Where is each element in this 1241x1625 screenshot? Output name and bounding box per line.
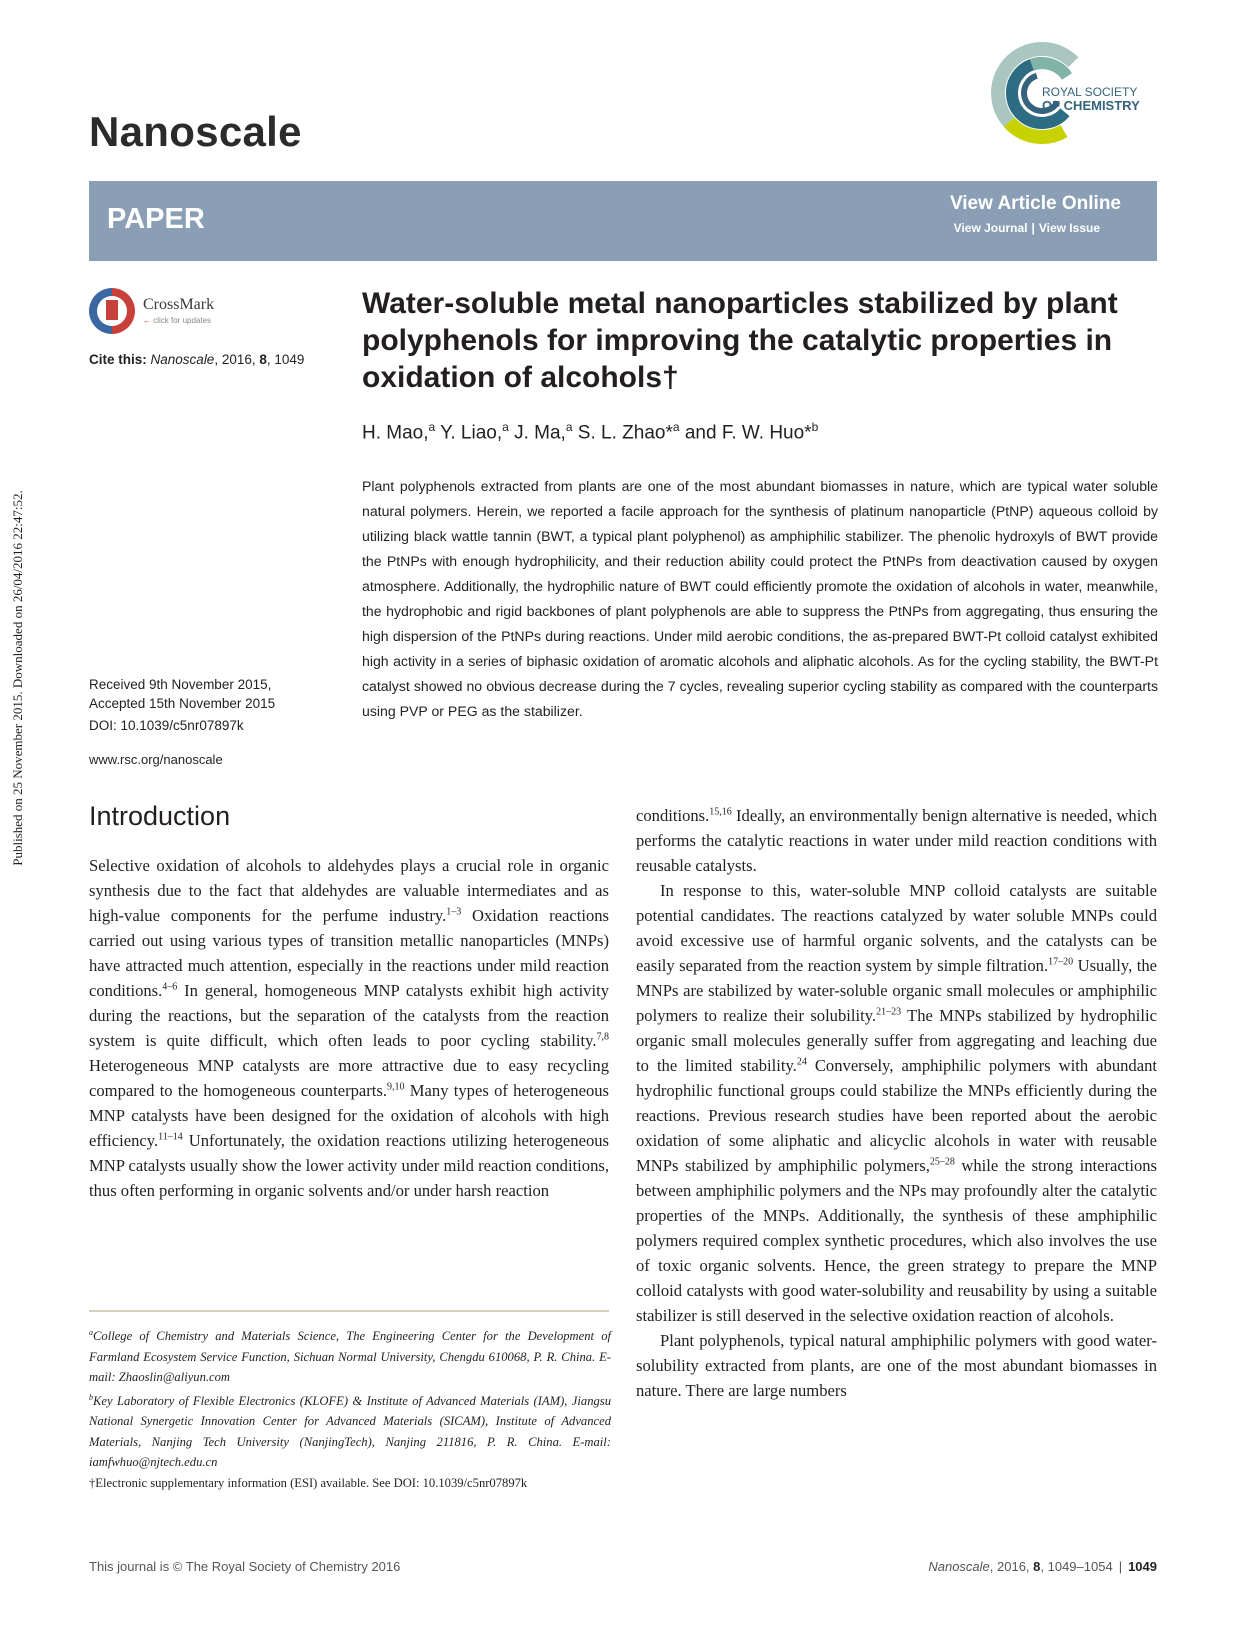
body-text: Many types of heterogeneous MNP catalysts have been designed for the oxidation of alcohols with high efficiency.	[89, 1081, 609, 1150]
crossmark-sub-text: click for updates	[153, 316, 212, 325]
page-number: 1049	[1128, 1559, 1157, 1574]
view-journal-link[interactable]: View Journal	[953, 221, 1028, 235]
affiliation-mark: a	[89, 1328, 93, 1337]
body-text: The MNPs stabilized by hydrophilic organic small molecules generally suffer from aggregating and leaching due to the limited stability.	[636, 1006, 1157, 1075]
cite-volume: 8	[259, 352, 267, 367]
article-title: Water-soluble metal nanoparticles stabilized by plant polyphenols for improving the catalytic properties in oxidation of alcohols†	[362, 287, 1118, 394]
footer-citation	[928, 1559, 1157, 1574]
body-text: Plant polyphenols, typical natural amphiphilic polymers with good water-solubility extracted from plants, are one of the most abundant biomasses in nature. There are large numbers	[636, 1331, 1157, 1400]
section-heading: Introduction	[89, 801, 231, 831]
reference-citation[interactable]: 17–20	[1048, 956, 1074, 968]
citation	[89, 352, 304, 367]
author-list	[362, 420, 818, 444]
body-text: In response to this, water-soluble MNP colloid catalysts are suitable potential candidates. The reactions catalyzed by water soluble MNPs could avoid excessive use of harmful organic solvents, and the catalysts can be easily separated from the reaction system by simple filtration.	[636, 881, 1157, 975]
download-note: Published on 25 November 2015. Downloaded on 26/04/2016 22:47:52.	[10, 490, 25, 866]
body-text: Usually, the MNPs are stabilized by water-soluble organic small molecules or amphiphilic polymers to realize their solubility.	[636, 956, 1158, 1025]
accepted-date: Accepted 15th November 2015	[89, 696, 276, 711]
crossmark-badge[interactable]	[89, 288, 259, 340]
rsc-line1: ROYAL SOCIETY	[1042, 85, 1138, 99]
body-column-left	[89, 853, 609, 1203]
footer-volume: 8	[1033, 1559, 1041, 1574]
cite-page: , 1049	[266, 352, 305, 367]
author-affiliation-mark: a	[502, 420, 509, 434]
cite-year: , 2016,	[214, 352, 260, 367]
footnotes	[89, 1323, 611, 1493]
body-text: Heterogeneous MNP catalysts are more attractive due to easy recycling compared to the homogeneous counterparts.	[89, 1056, 609, 1100]
affiliation-a-text: College of Chemistry and Materials Science, The Engineering Center for the Development of Farmland Ecosystem Service Function, Sichuan Normal University, Chengdu 610068, P. R. China. E-mail: Zhaoslin@aliyun.com	[89, 1329, 611, 1385]
banner-links	[954, 221, 1100, 235]
article-banner	[89, 181, 1157, 261]
footer-year: , 2016,	[989, 1559, 1034, 1574]
rsc-logo-text	[1042, 86, 1140, 112]
reference-citation[interactable]: 4–6	[162, 981, 178, 993]
body-text: Unfortunately, the oxidation reactions utilizing heterogeneous MNP catalysts usually show the lower activity under mild reaction conditions, thus often performing in organic solvents and/or under harsh reaction	[89, 1131, 609, 1200]
author-affiliation-mark: b	[811, 420, 819, 434]
reference-citation[interactable]: 24	[796, 1056, 807, 1068]
received-date: Received 9th November 2015,	[89, 677, 272, 692]
arrow-left-icon: ←	[143, 316, 151, 325]
body-text: Ideally, an environmentally benign alternative is needed, which performs the catalytic reactions in water under mild reaction conditions with reusable catalysts.	[636, 806, 1157, 875]
journal-title: Nanoscale	[89, 108, 302, 155]
reference-citation[interactable]: 11–14	[158, 1131, 183, 1143]
journal-website-link[interactable]: www.rsc.org/nanoscale	[89, 752, 223, 767]
reference-citation[interactable]: 1–3	[446, 906, 462, 918]
paragraph	[89, 853, 609, 1203]
affiliation-a	[89, 1323, 611, 1388]
doi[interactable]: DOI: 10.1039/c5nr07897k	[89, 718, 244, 733]
author-name: S. L. Zhao*	[572, 422, 673, 444]
cite-journal: Nanoscale	[150, 352, 215, 367]
affiliation-mark: b	[89, 1392, 93, 1402]
affiliation-b	[89, 1388, 611, 1473]
body-text: conditions.	[636, 806, 710, 825]
author-name: H. Mao,	[362, 422, 429, 444]
crossmark-bookmark-icon	[106, 300, 118, 320]
footer-journal: Nanoscale	[928, 1559, 990, 1574]
body-column-right	[636, 803, 1157, 1403]
crossmark-sub	[143, 316, 211, 325]
footer-separator: |	[1118, 1559, 1123, 1574]
rsc-line2: OF CHEMISTRY	[1042, 98, 1140, 113]
reference-citation[interactable]: 25–28	[929, 1156, 955, 1168]
reference-citation[interactable]: 9,10	[387, 1081, 405, 1093]
article-type-label: PAPER	[107, 203, 205, 235]
reference-citation[interactable]: 15,16	[709, 806, 732, 818]
paragraph	[636, 803, 1157, 878]
body-text: Oxidation reactions carried out using various types of transition metallic nanoparticles (MNPs) have attracted much attention, especially in the reactions under mild reaction conditions.	[89, 906, 609, 1000]
footer-pages: , 1049–1054	[1040, 1559, 1113, 1574]
author-name: J. Ma,	[508, 422, 566, 444]
author-affiliation-mark: a	[428, 420, 436, 434]
author-affiliation-mark: a	[672, 420, 680, 434]
author-name: Y. Liao,	[435, 422, 503, 444]
cite-label: Cite this:	[89, 352, 147, 367]
footnote-divider	[89, 1310, 609, 1312]
link-separator: |	[1031, 221, 1035, 235]
view-article-online-link[interactable]: View Article Online	[949, 193, 1121, 214]
author-affiliation-mark: a	[565, 420, 573, 434]
paragraph	[636, 1328, 1157, 1403]
author-name: and F. W. Huo*	[679, 422, 812, 444]
affiliation-b-text: Key Laboratory of Flexible Electronics (KLOFE) & Institute of Advanced Materials (IAM), Jiangsu National Synergetic Innovation Center for Advanced Materials (SICAM), Institute of Advanced Materials, Nanjing Tech University (NanjingTech), Nanjing 211816, P. R. China. E-mail: iamfwhuo@njtech.edu.cn	[89, 1393, 611, 1470]
view-issue-link[interactable]: View Issue	[1038, 221, 1100, 235]
footer-copyright: This journal is © The Royal Society of Chemistry 2016	[89, 1559, 401, 1574]
reference-citation[interactable]: 21–23	[876, 1006, 902, 1018]
abstract: Plant polyphenols extracted from plants are one of the most abundant biomasses in nature, which are typical water soluble natural polymers. Herein, we reported a facile approach for the synthesis of platinum nanoparticle (PtNP) aqueous colloid by utilizing black wattle tannin (BWT, a typical plant polyphenol) as amphiphilic stabilizer. The phenolic hydroxyls of BWT provide the PtNPs with enough hydrophilicity, and their reduction ability could protect the PtNPs from deactivation caused by oxygen atmosphere. Additionally, the hydrophilic nature of BWT could efficiently promote the oxidation of alcohols in water, meanwhile, the hydrophobic and rigid backbones of plant polyphenols are able to suppress the PtNPs from aggregating, thus ensuring the high dispersion of the PtNPs during reactions. Under mild aerobic conditions, the as-prepared BWT-Pt colloid catalyst exhibited high activity in a series of biphasic oxidation of aromatic alcohols and aliphatic alcohols. As for the cycling stability, the BWT-Pt catalyst showed no obvious decrease during the 7 cycles, revealing superior cycling stability as compared with the counterparts using PVP or PEG as the stabilizer.	[362, 478, 1158, 719]
reference-citation[interactable]: 7,8	[596, 1031, 609, 1043]
body-text: In general, homogeneous MNP catalysts exhibit high activity during the reactions, but the separation of the catalysts from the reaction system is quite difficult, which often leads to poor cycling stability.	[89, 981, 609, 1050]
body-text: while the strong interactions between amphiphilic polymers and the NPs may profoundly alter the catalytic properties of the MNPs. Additionally, the synthesis of these amphiphilic polymers required complex synthetic procedures, which also involves the use of toxic organic solvents. Hence, the green strategy to prepare the MNP colloid catalysts with good water-solubility and reusability by using a suitable stabilizer is still deserved in the selective oxidation reaction of alcohols.	[636, 1156, 1157, 1325]
received-dates	[89, 675, 275, 713]
esi-note: †Electronic supplementary information (ESI) available. See DOI: 10.1039/c5nr07897k	[89, 1475, 528, 1490]
crossmark-name: CrossMark	[143, 296, 215, 313]
body-text: Conversely, amphiphilic polymers with abundant hydrophilic functional groups could stabilize the MNPs efficiently during the reactions. Previous research studies have been reported about the aerobic oxidation of some aliphatic and alicyclic alcohols in water with reusable MNPs stabilized by amphiphilic polymers,	[636, 1056, 1157, 1175]
paragraph	[636, 878, 1157, 1328]
body-text: Selective oxidation of alcohols to aldehydes plays a crucial role in organic synthesis due to the fact that aldehydes are valuable intermediates and as high-value components for the perfume industry.	[89, 856, 609, 925]
